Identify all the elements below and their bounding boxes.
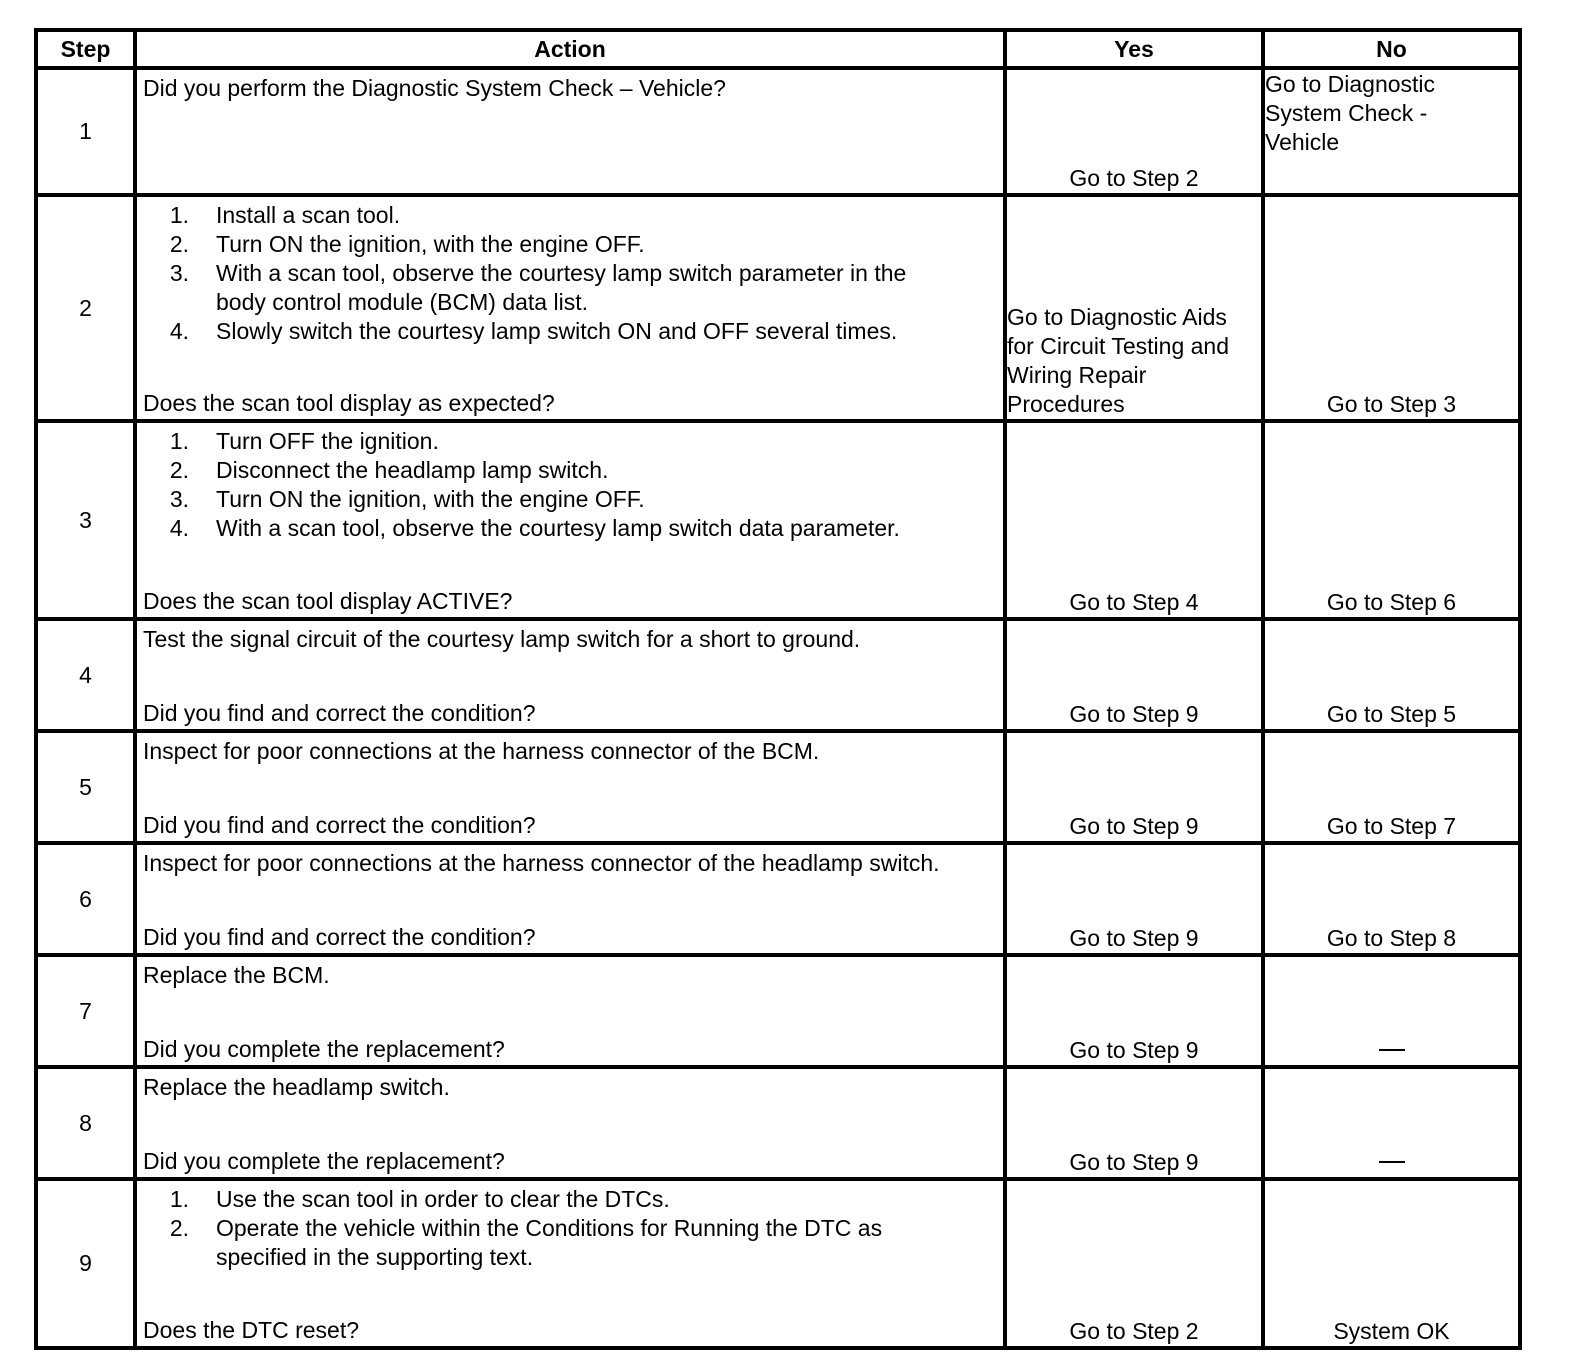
yes-text: for Circuit Testing and bbox=[1007, 333, 1230, 359]
table-row bbox=[36, 1179, 1520, 1348]
table-row bbox=[36, 619, 1520, 731]
step-number: 1 bbox=[36, 68, 135, 195]
no-cell bbox=[1263, 1067, 1520, 1179]
list-item: 4. Slowly switch the courtesy lamp switch ON and OFF several times. bbox=[169, 318, 898, 344]
action-text: Inspect for poor connections at the harness connector of the BCM. bbox=[143, 738, 820, 764]
action-question: Did you complete the replacement? bbox=[143, 1036, 505, 1062]
list-item: 2. Operate the vehicle within the Conditions for Running the DTC as specified in the supporting text. bbox=[169, 1215, 883, 1270]
action-cell bbox=[135, 68, 1005, 195]
yes-cell bbox=[1005, 421, 1263, 619]
step-number: 6 bbox=[36, 843, 135, 955]
action-cell bbox=[135, 955, 1005, 1067]
action-text: Did you perform the Diagnostic System Check – Vehicle? bbox=[143, 75, 726, 101]
action-question: Did you find and correct the condition? bbox=[143, 924, 536, 950]
list-item: 1. Use the scan tool in order to clear the DTCs. bbox=[169, 1186, 670, 1212]
no-text: Go to Step 3 bbox=[1326, 391, 1457, 417]
list-item: 2. Turn ON the ignition, with the engine OFF. bbox=[169, 231, 645, 257]
no-text: System OK bbox=[1333, 1318, 1450, 1344]
action-question: Does the scan tool display ACTIVE? bbox=[143, 588, 513, 614]
action-steps-list bbox=[143, 1185, 997, 1272]
list-item: 1. Turn OFF the ignition. bbox=[169, 428, 439, 454]
diagnostic-table bbox=[34, 28, 1522, 1350]
action-cell bbox=[135, 1067, 1005, 1179]
yes-cell bbox=[1005, 195, 1263, 421]
no-cell bbox=[1263, 68, 1520, 195]
action-cell bbox=[135, 195, 1005, 421]
header-row bbox=[36, 30, 1520, 68]
step-number: 2 bbox=[36, 195, 135, 421]
action-text: Replace the BCM. bbox=[143, 962, 330, 988]
list-item: 1. Install a scan tool. bbox=[169, 202, 401, 228]
no-cell bbox=[1263, 1179, 1520, 1348]
list-item: 3. Turn ON the ignition, with the engine OFF. bbox=[169, 486, 645, 512]
yes-text: Procedures bbox=[1007, 391, 1125, 417]
yes-cell bbox=[1005, 68, 1263, 195]
action-cell bbox=[135, 619, 1005, 731]
yes-text: Go to Step 9 bbox=[1069, 813, 1199, 839]
action-cell bbox=[135, 1179, 1005, 1348]
yes-cell bbox=[1005, 1067, 1263, 1179]
no-cell bbox=[1263, 195, 1520, 421]
step-number: 9 bbox=[36, 1179, 135, 1348]
step-number: 8 bbox=[36, 1067, 135, 1179]
table-row bbox=[36, 421, 1520, 619]
yes-text: Go to Step 4 bbox=[1069, 589, 1199, 615]
no-cell bbox=[1263, 955, 1520, 1067]
no-text: Vehicle bbox=[1265, 129, 1340, 155]
yes-text: Go to Step 9 bbox=[1069, 701, 1199, 727]
no-text: Go to Diagnostic bbox=[1265, 71, 1436, 97]
yes-text: Go to Step 2 bbox=[1069, 1318, 1199, 1344]
table-row bbox=[36, 843, 1520, 955]
action-question: Does the DTC reset? bbox=[143, 1317, 360, 1343]
no-cell bbox=[1263, 421, 1520, 619]
step-number: 3 bbox=[36, 421, 135, 619]
yes-text: Go to Step 2 bbox=[1069, 165, 1199, 191]
action-steps-list bbox=[143, 427, 997, 543]
action-question: Did you complete the replacement? bbox=[143, 1148, 505, 1174]
action-question: Does the scan tool display as expected? bbox=[143, 390, 555, 416]
action-cell bbox=[135, 731, 1005, 843]
yes-cell bbox=[1005, 843, 1263, 955]
yes-cell bbox=[1005, 955, 1263, 1067]
list-item: 4. With a scan tool, observe the courtesy lamp switch data parameter. bbox=[169, 515, 900, 541]
yes-header: Yes bbox=[1005, 30, 1263, 68]
table-row bbox=[36, 955, 1520, 1067]
no-text: Go to Step 8 bbox=[1326, 925, 1457, 951]
yes-cell bbox=[1005, 731, 1263, 843]
yes-cell bbox=[1005, 619, 1263, 731]
no-cell bbox=[1263, 731, 1520, 843]
no-text: System Check - bbox=[1265, 100, 1428, 126]
step-header: Step bbox=[36, 30, 135, 68]
yes-text: Go to Step 9 bbox=[1069, 925, 1199, 951]
action-question: Did you find and correct the condition? bbox=[143, 812, 536, 838]
step-number: 5 bbox=[36, 731, 135, 843]
no-cell bbox=[1263, 619, 1520, 731]
no-text: Go to Step 5 bbox=[1326, 701, 1457, 727]
no-text: Go to Step 6 bbox=[1326, 589, 1457, 615]
step-number: 7 bbox=[36, 955, 135, 1067]
action-steps-list bbox=[143, 201, 997, 346]
action-cell bbox=[135, 843, 1005, 955]
yes-text: Go to Step 9 bbox=[1069, 1149, 1199, 1175]
action-question: Did you find and correct the condition? bbox=[143, 700, 536, 726]
action-text: Test the signal circuit of the courtesy lamp switch for a short to ground. bbox=[143, 626, 861, 652]
no-text: Go to Step 7 bbox=[1326, 813, 1457, 839]
table-row bbox=[36, 731, 1520, 843]
table-row bbox=[36, 68, 1520, 195]
table-row bbox=[36, 1067, 1520, 1179]
no-header: No bbox=[1263, 30, 1520, 68]
table-row bbox=[36, 195, 1520, 421]
list-item: 3. With a scan tool, observe the courtesy lamp switch parameter in the body control module (BCM) data list. bbox=[169, 260, 907, 315]
yes-cell bbox=[1005, 1179, 1263, 1348]
yes-text: Go to Diagnostic Aids bbox=[1007, 304, 1227, 330]
action-text: Inspect for poor connections at the harness connector of the headlamp switch. bbox=[143, 850, 940, 876]
yes-text: Wiring Repair bbox=[1007, 362, 1147, 388]
action-cell bbox=[135, 421, 1005, 619]
action-text: Replace the headlamp switch. bbox=[143, 1074, 450, 1100]
yes-text: Go to Step 9 bbox=[1069, 1037, 1199, 1063]
step-number: 4 bbox=[36, 619, 135, 731]
no-cell bbox=[1263, 843, 1520, 955]
dash-icon bbox=[1379, 1161, 1405, 1163]
dash-icon bbox=[1379, 1049, 1405, 1051]
list-item: 2. Disconnect the headlamp lamp switch. bbox=[169, 457, 609, 483]
action-header: Action bbox=[135, 30, 1005, 68]
